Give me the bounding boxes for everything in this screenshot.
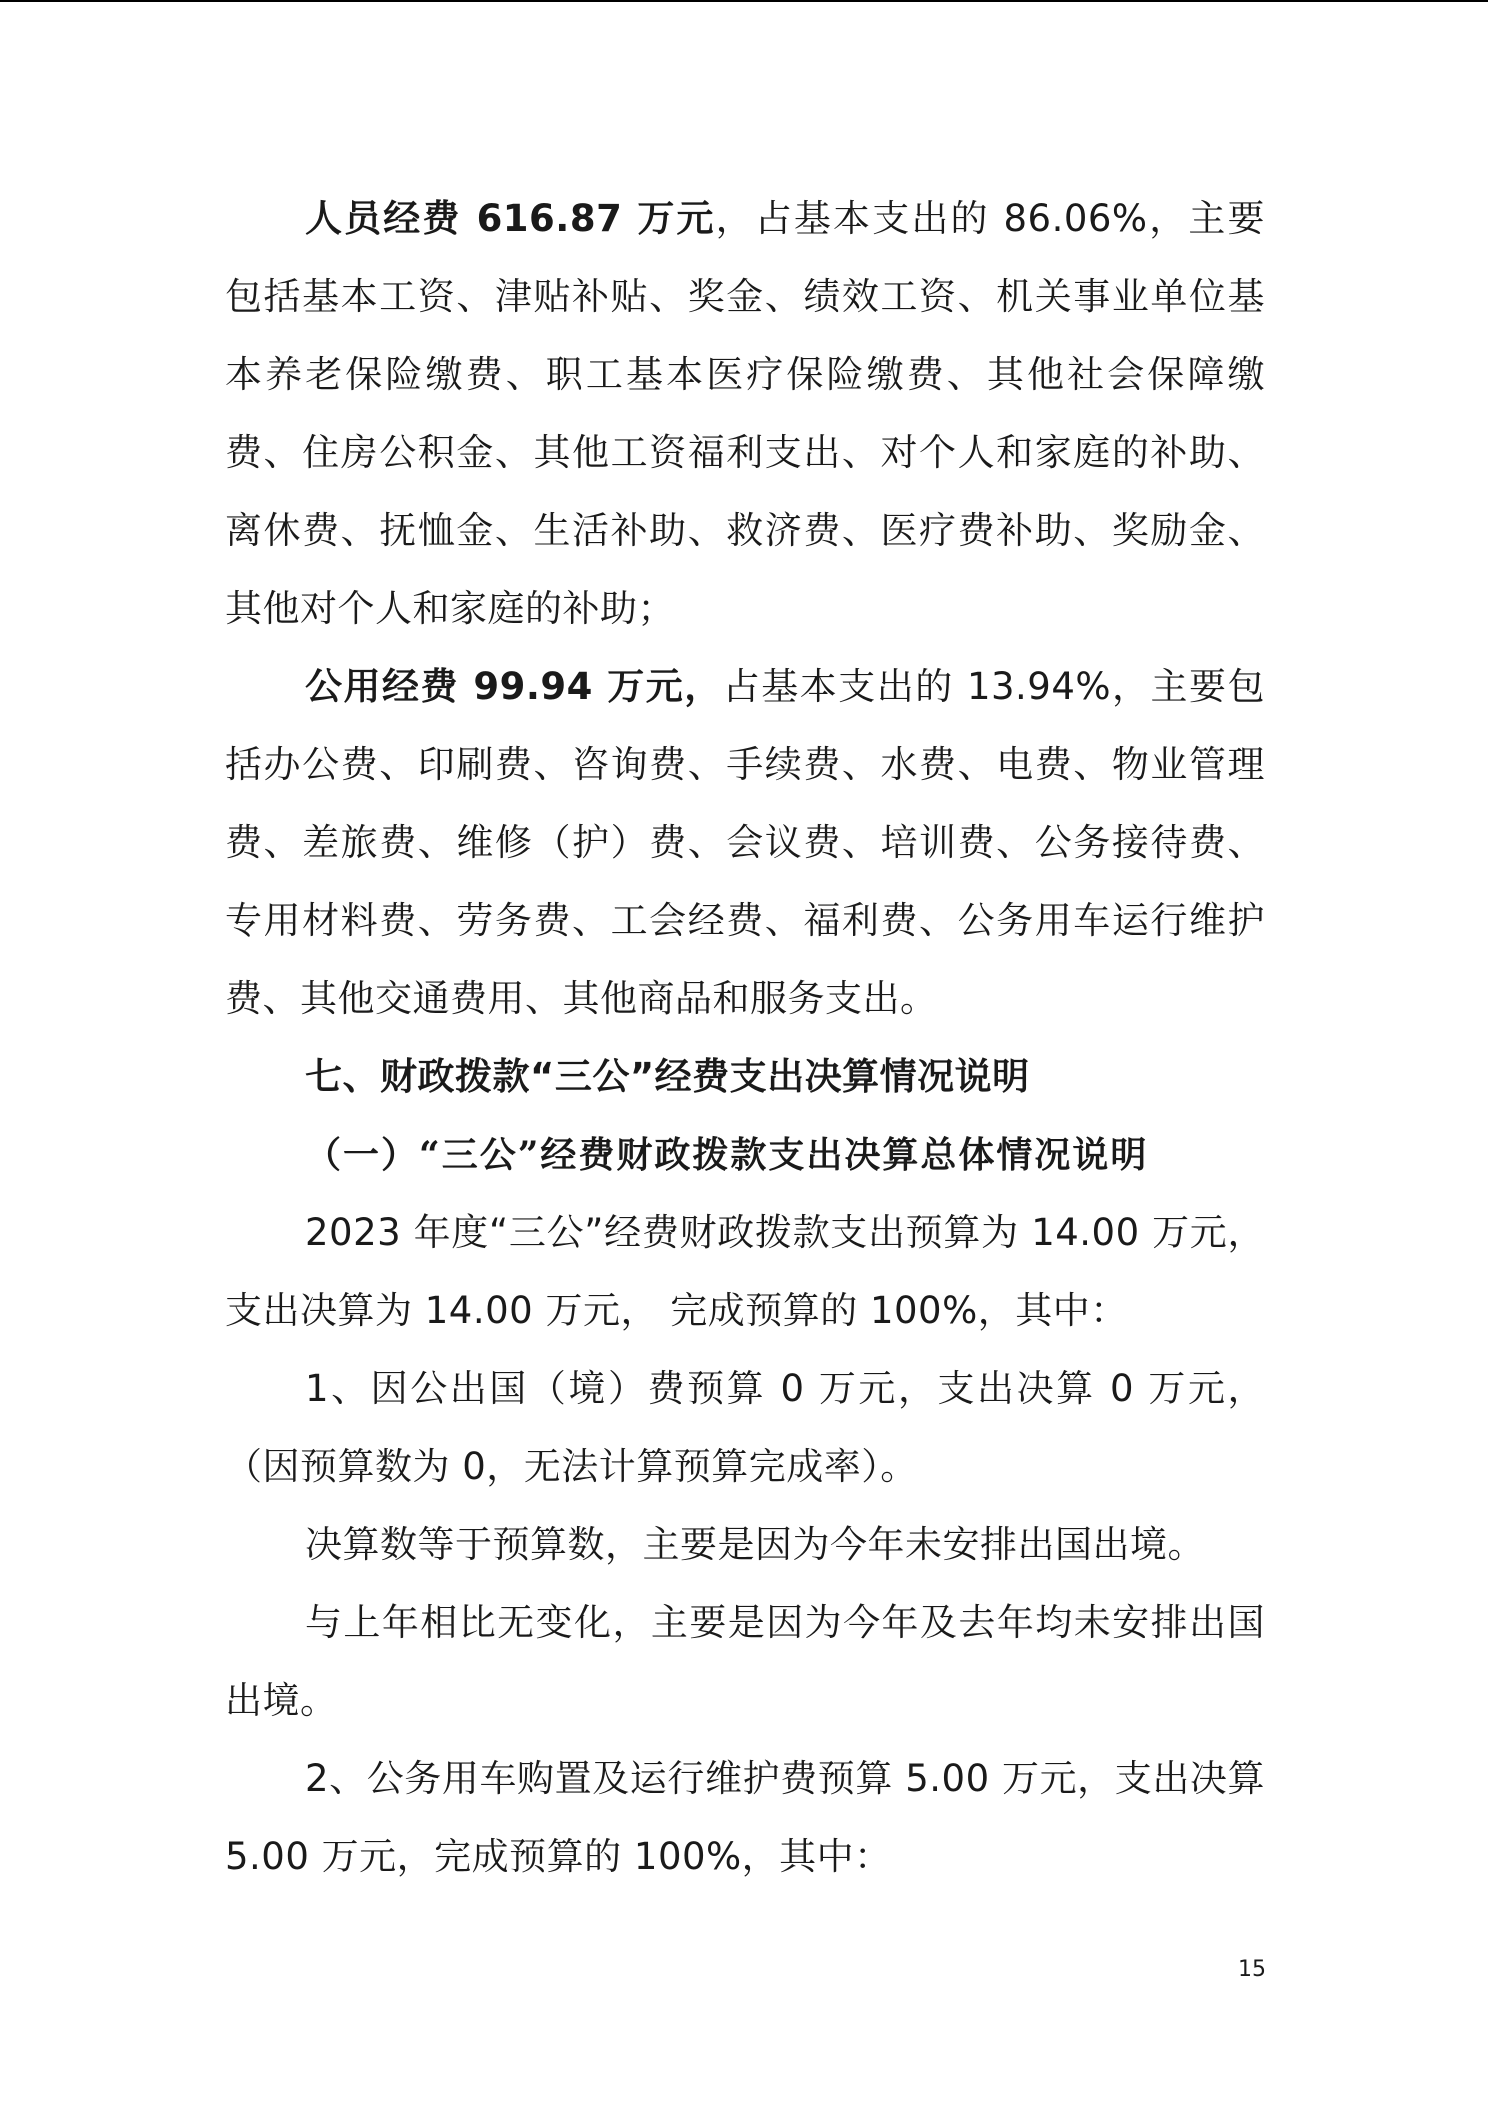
page-top-border bbox=[0, 0, 1488, 2]
vehicle-expense-paragraph: 2、公务用车购置及运行维护费预算 5.00 万元，支出决算 5.00 万元，完成预算的 100%，其中： bbox=[225, 1757, 1265, 1878]
overall-budget-paragraph: 2023 年度“三公”经费财政拨款支出预算为 14.00 万元，支出决算为 14.00 万元， 完成预算的 100%，其中： bbox=[225, 1211, 1265, 1332]
personnel-expense-text: ，占基本支出的 86.06%，主要包括基本工资、津贴补贴、奖金、绩效工资、机关事业单位基本养老保险缴费、职工基本医疗保险缴费、其他社会保障缴费、住房公积金、其他工资福利支出、对个人和家庭的补助、离休费、抚恤金、生活补助、救济费、医疗费补助、奖励金、其他对个人和家庭的补助； bbox=[225, 197, 1265, 630]
sub-heading: （一）“三公”经费财政拨款支出决算总体情况说明 bbox=[305, 1134, 1149, 1176]
public-expense-text: 占基本支出的 13.94%，主要包括办公费、印刷费、咨询费、手续费、水费、电费、物业管理费、差旅费、维修（护）费、会议费、培训费、公务接待费、专用材料费、劳务费、工会经费、福利费、公务用车运行维护费、其他交通费用、其他商品和服务支出。 bbox=[225, 665, 1265, 1020]
public-expense-lead: 公用经费 99.94 万元， bbox=[305, 665, 723, 708]
personnel-expense-lead: 人员经费 616.87 万元 bbox=[305, 197, 716, 240]
public-expense-paragraph bbox=[225, 648, 1265, 1038]
abroad-reason-paragraph: 决算数等于预算数，主要是因为今年未安排出国出境。 bbox=[305, 1523, 1205, 1566]
abroad-compare-paragraph: 与上年相比无变化，主要是因为今年及去年均未安排出国出境。 bbox=[225, 1601, 1265, 1722]
personnel-expense-paragraph bbox=[225, 180, 1265, 648]
section-heading: 七、财政拨款“三公”经费支出决算情况说明 bbox=[305, 1055, 1030, 1098]
abroad-expense-paragraph: 1、因公出国（境）费预算 0 万元，支出决算 0 万元，（因预算数为 0，无法计算预算完成率）。 bbox=[225, 1367, 1265, 1488]
document-body bbox=[225, 180, 1265, 1896]
page-number: 15 bbox=[1238, 1957, 1266, 1982]
